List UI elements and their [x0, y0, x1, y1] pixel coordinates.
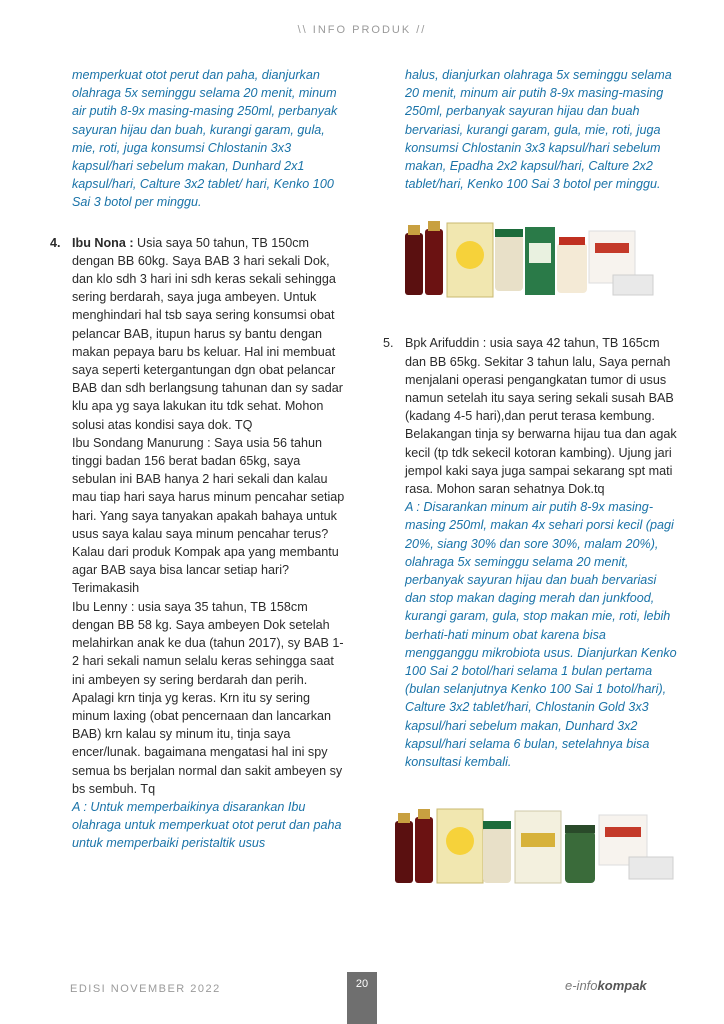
left-column — [50, 66, 346, 853]
brand-logo — [565, 978, 647, 993]
answer-item-5: A : Disarankan minum air putih 8-9x masing-masing 250ml, makan 4x sehari porsi kecil (pagi 20%, siang 30% dan sore 30%, malam 20%), olahraga 5x seminggu selama 20 menit, perbanyak sayuran hijau dan buah bervariasi dan stop makan daging merah dan junkfood, kurangi garam, gula, stop makan mie, roti, lebih berhati-hati minum obat karena bisa mengganggu mikrobiota usus. Dianjurkan Kenko 100 Sai 2 botol/hari selama 1 bulan pertama (bulan selanjutnya Kenko 100 Sai 1 botol/hari), Calture 3x2 tablet/hari, Chlostanin Gold 3x3 kapsul/hari sebelum makan, Dunhard 3x2 kapsul/hari selama 6 bulan, setelahnya bisa konsultasi kembali. — [405, 500, 677, 770]
answer-continued-left: memperkuat otot perut dan paha, dianjurkan olahraga 5x seminggu selama 20 menit, minum air putih 8-9x masing-masing 250ml, perbanyak sayuran hijau dan buah, kurangi garam, gula, mie, roti, juga konsumsi Chlostanin 3x3 kapsul/hari sebelum makan, Dunhard 2x1 kapsul/hari, Calture 3x2 tablet/ hari, Kenko 100 Sai 3 botol per minggu. — [72, 68, 338, 210]
brand-prefix: e-info — [565, 978, 598, 993]
question-lenny: Ibu Lenny : usia saya 35 tahun, TB 158cm dengan BB 58 kg. Saya ambeyen Dok setelah melahirkan anak ke dua (tahun 2017), sy BAB 1-2 hari sekali namun selalu keras sehingga saat ini ambeyen sy sering berdarah dan perih. Apalagi krn tinja yg keras. Krn itu sy sering minum laxing (obat pencernaan dan lancarkan BAB) krn kalau sy minum itu, tinja saya encer/lunak. bagaimana mengatasi hal ini spy semua bs berjalan normal dan sakit ambeyen sy bs sembuh. Tq — [72, 599, 344, 796]
item-number: 4. — [50, 235, 61, 250]
right-column — [383, 66, 679, 893]
question-sondang: Ibu Sondang Manurung : Saya usia 56 tahun tinggi badan 156 berat badan 65kg, saya sebulan ini BAB hanya 2 hari sekali dan kalau mau tiap hari saya harus minum pencahar setiap hari. Yang saya tanyakan apakah bahaya untuk usus saya kalau saya minum pencahar terus? Kalau dari produk Kompak apa yang membantu agar BAB saya bisa lancar setiap hari? Terimakasih — [72, 435, 345, 596]
question-text — [72, 234, 346, 434]
question-item-4 — [50, 234, 346, 853]
section-header: \\ INFO PRODUK // — [297, 24, 427, 36]
page-number-tab — [347, 972, 377, 1024]
page-number: 20 — [355, 978, 369, 990]
product-image-bottom — [383, 793, 679, 893]
question-arifuddin: Bpk Arifuddin : usia saya 42 tahun, TB 165cm dan BB 65kg. Sekitar 3 tahun lalu, Saya pernah menjalani operasi pengangkatan tumor di usus namun setelah itu saya sering sekali susah BAB (kadang 4-5 hari),dan perut terasa kembung. Belakangan tinja sy berwarna hijau tua dan agak kecil (tp tdk sekecil kotoran kambing). Ujung jari jempol kaki saya juga sampai sekarang spt mati rasa. Mohon saran sehatnya Dok.tq — [405, 336, 677, 497]
product-lineup-illustration-2 — [383, 793, 679, 893]
item-number: 5. — [383, 336, 394, 351]
product-lineup-illustration — [383, 213, 679, 308]
edition-label: EDISI NOVEMBER 2022 — [70, 983, 221, 995]
question-item-5 — [383, 334, 679, 771]
brand-bold: kompak — [597, 978, 647, 993]
asker-name: Ibu Nona : — [72, 235, 134, 250]
answer-continued-right: halus, dianjurkan olahraga 5x seminggu selama 20 menit, minum air putih 8-9x masing-masing 250ml, perbanyak sayuran hijau dan buah bervariasi, kurangi garam, gula, mie, roti, juga konsumsi Chlostanin 3x3 kapsul/hari sebelum makan, Epadha 2x2 kapsul/hari, Calture 2x2 tablet/hari, Kenko 100 Sai 3 botol per minggu. — [405, 68, 672, 192]
answer-item-4: A : Untuk memperbaikinya disarankan Ibu olahraga untuk memperkuat otot perut dan paha untuk memperbaiki peristaltik usus — [72, 799, 342, 851]
question-body: Usia saya 50 tahun, TB 150cm dengan BB 60kg. Saya BAB 3 hari sekali Dok, dan klo sdh 3 hari ini sdh keras sekali sehingga sering berdarah, saya juga ambeyen. Untuk menghindari hal tsb saya sering konsumsi obat pelancar BAB, itupun harus sy bantu dengan makan pepaya baru bs keluar. Hal ini membuat saya seperti ketergantungan dgn obat pelancar BAB dan sdh berlangsung tahunan dan sy sadar klu apa yg saya lakukan itu tdk sehat. Mohon solusi atas kondisi saya dok. TQ — [72, 235, 343, 432]
product-image-top — [383, 213, 679, 308]
